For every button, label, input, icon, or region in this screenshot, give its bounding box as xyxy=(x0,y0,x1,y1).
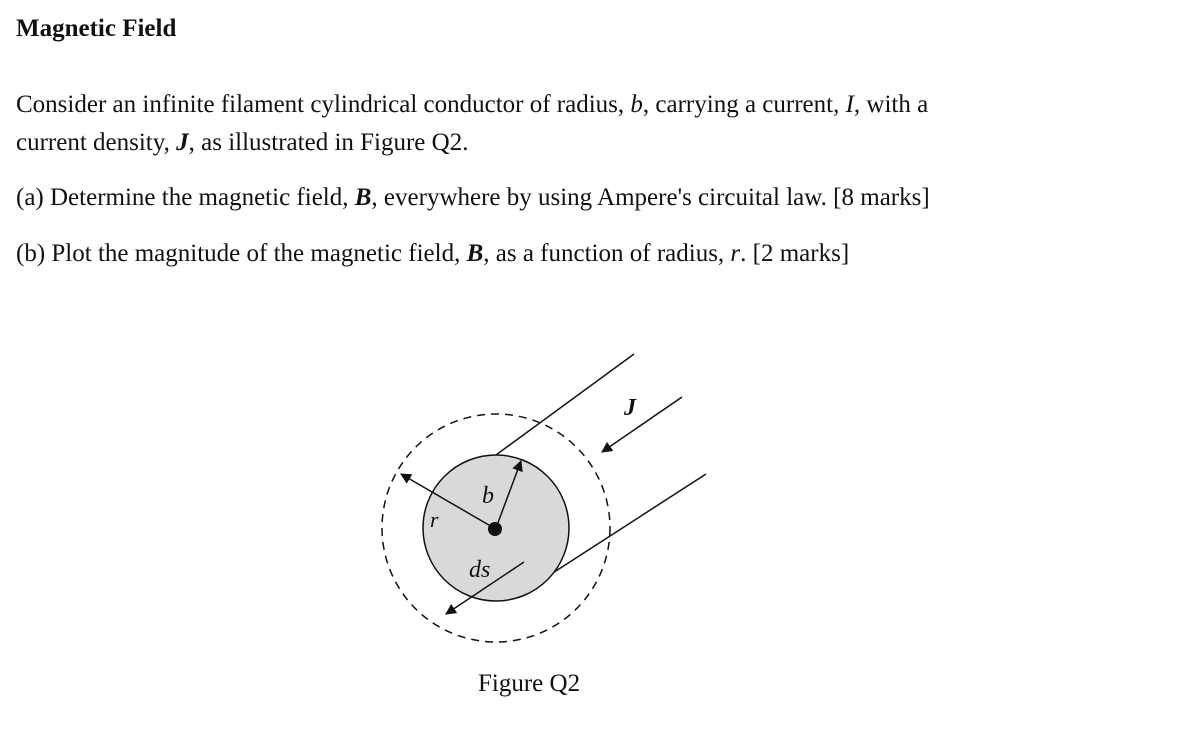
page-heading: Magnetic Field xyxy=(16,15,177,42)
cylinder-top-edge xyxy=(496,354,634,455)
current-density-symbol: J xyxy=(176,129,189,156)
field-symbol-b: B xyxy=(466,240,484,267)
statement-text-5: , as illustrated in Figure Q2. xyxy=(188,129,469,156)
statement-text-4: current density, xyxy=(16,129,177,156)
part-a-text-2: , everywhere by using Ampere's circuital law. [8 marks] xyxy=(371,184,930,211)
part-b-text-1: (b) Plot the magnitude of the magnetic field, xyxy=(16,240,467,267)
current-density-arrow xyxy=(602,397,682,452)
conductor-center-dot xyxy=(488,522,502,536)
part-a-text-1: (a) Determine the magnetic field, xyxy=(16,184,355,211)
part-b-text-2: , as a function of radius, xyxy=(483,240,731,267)
radius-symbol: b xyxy=(630,91,643,118)
radius-symbol-r: r xyxy=(730,240,741,267)
part-b-text-3: . [2 marks] xyxy=(740,240,850,267)
label-j: J xyxy=(624,395,636,421)
figure-caption: Figure Q2 xyxy=(478,670,581,697)
label-b: b xyxy=(482,483,494,509)
field-symbol-a: B xyxy=(354,184,372,211)
current-symbol: I xyxy=(845,91,854,118)
statement-text-2: , carrying a current, xyxy=(642,91,846,118)
statement-text-1: Consider an infinite filament cylindrical conductor of radius, xyxy=(16,91,631,118)
label-r: r xyxy=(430,507,439,532)
statement-text-3: , with a xyxy=(853,91,929,118)
label-ds: ds xyxy=(469,557,491,583)
